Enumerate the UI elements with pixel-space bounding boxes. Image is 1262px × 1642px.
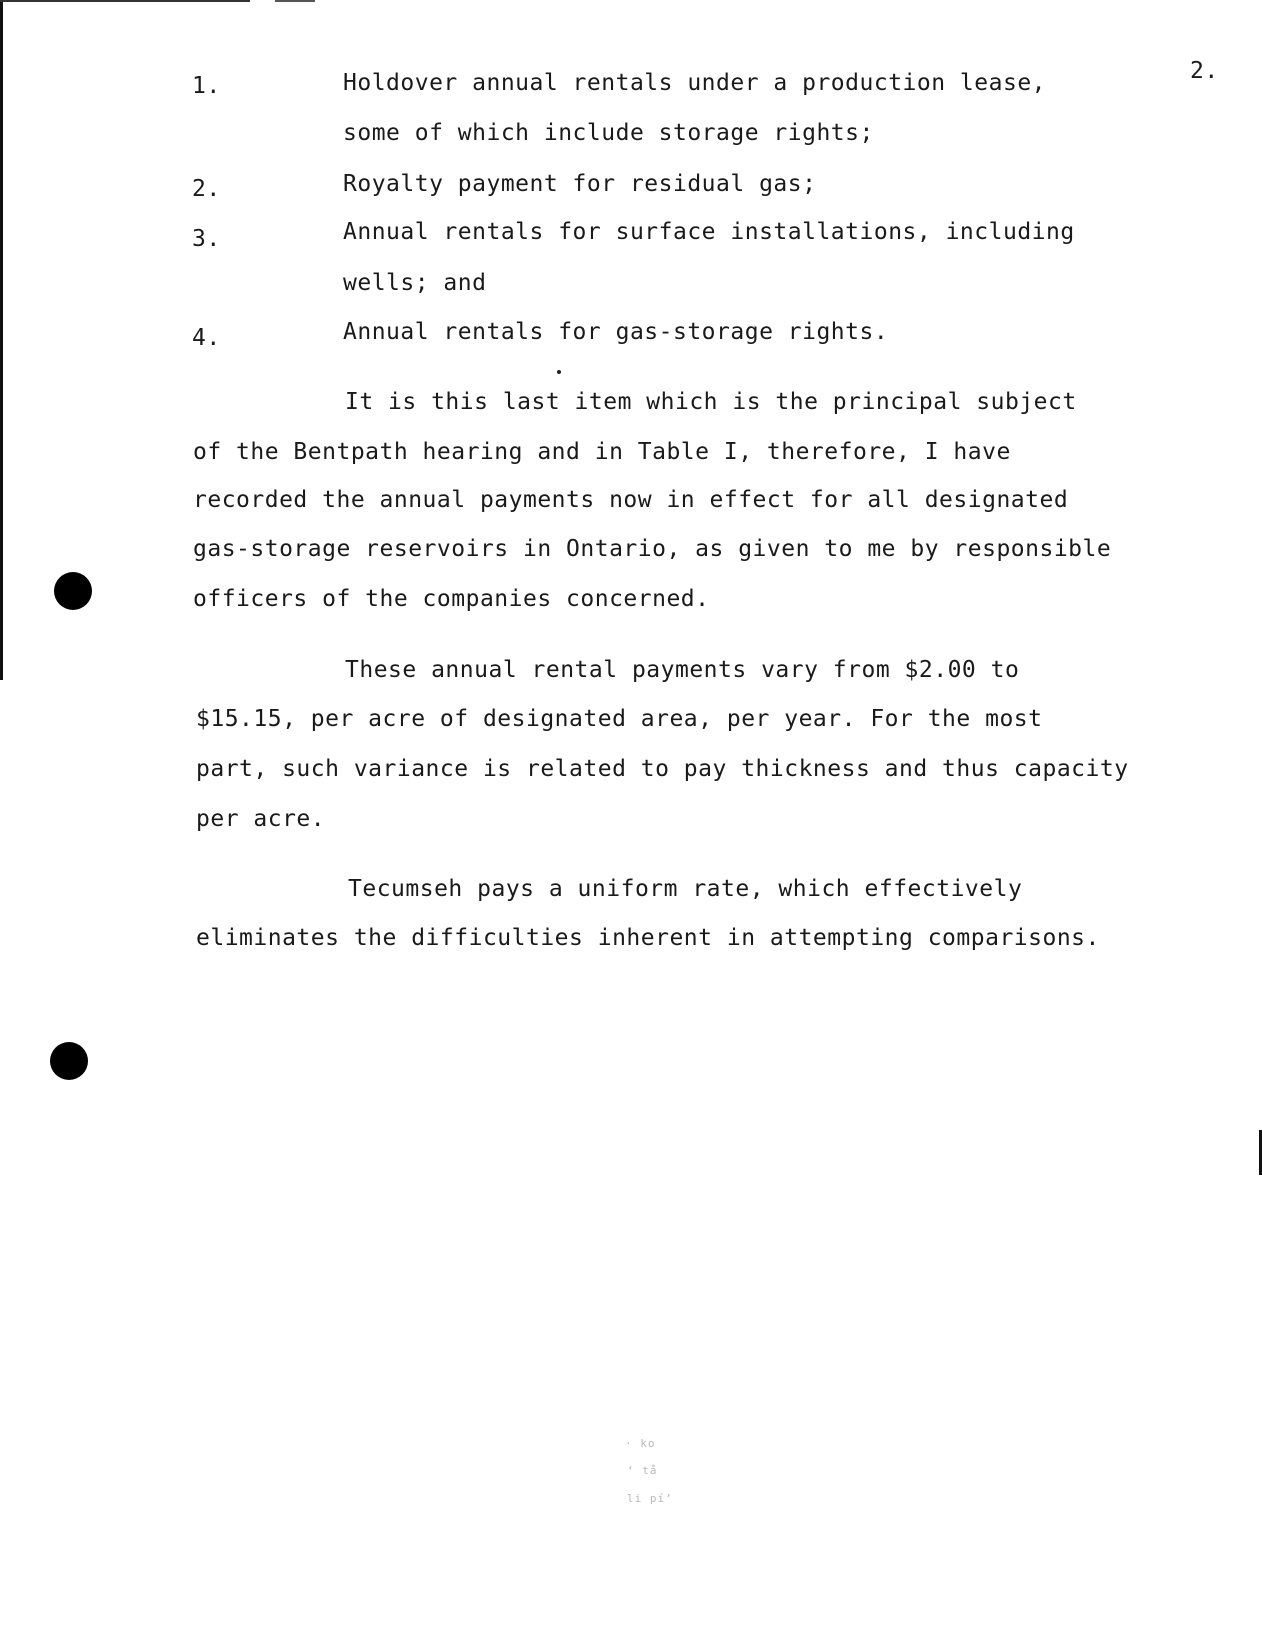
- paragraph-line: eliminates the difficulties inherent in attempting comparisons.: [196, 925, 1100, 951]
- faint-mark: · ko: [625, 1437, 656, 1450]
- list-item-number: 1.: [192, 73, 221, 99]
- ink-speck: [557, 370, 561, 374]
- paragraph-line: officers of the companies concerned.: [193, 586, 710, 612]
- list-item-text: wells; and: [343, 270, 487, 296]
- paragraph-line: per acre.: [196, 806, 326, 832]
- list-item-text: Holdover annual rentals under a production lease,: [343, 70, 1047, 96]
- punch-hole: [50, 1042, 88, 1080]
- scan-edge-left: [0, 0, 3, 680]
- faint-mark: li pí’: [627, 1492, 673, 1505]
- scan-edge-top-fragment: [275, 0, 315, 2]
- paragraph-line: part, such variance is related to pay thickness and thus capacity: [196, 756, 1129, 782]
- list-item-text: Royalty payment for residual gas;: [343, 171, 817, 197]
- list-item-text: Annual rentals for surface installations, including: [343, 219, 1075, 245]
- paragraph-line: Tecumseh pays a uniform rate, which effectively: [348, 876, 1023, 902]
- paragraph-line: $15.15, per acre of designated area, per year. For the most: [196, 706, 1043, 732]
- page-number: 2.: [1190, 58, 1219, 84]
- paragraph-line: It is this last item which is the principal subject: [345, 389, 1077, 415]
- paragraph-line: of the Bentpath hearing and in Table I, therefore, I have: [193, 439, 1011, 465]
- paragraph-line: These annual rental payments vary from $2.00 to: [345, 657, 1020, 683]
- scan-edge-top: [0, 0, 250, 2]
- paragraph-line: recorded the annual payments now in effect for all designated: [193, 487, 1069, 513]
- punch-hole: [54, 572, 92, 610]
- list-item-number: 2.: [192, 176, 221, 202]
- list-item-text: some of which include storage rights;: [343, 120, 874, 146]
- paragraph-line: gas-storage reservoirs in Ontario, as given to me by responsible: [193, 536, 1112, 562]
- list-item-number: 4.: [192, 325, 221, 351]
- list-item-number: 3.: [192, 226, 221, 252]
- faint-mark: ‘ tå: [627, 1464, 658, 1477]
- list-item-text: Annual rentals for gas-storage rights.: [343, 319, 889, 345]
